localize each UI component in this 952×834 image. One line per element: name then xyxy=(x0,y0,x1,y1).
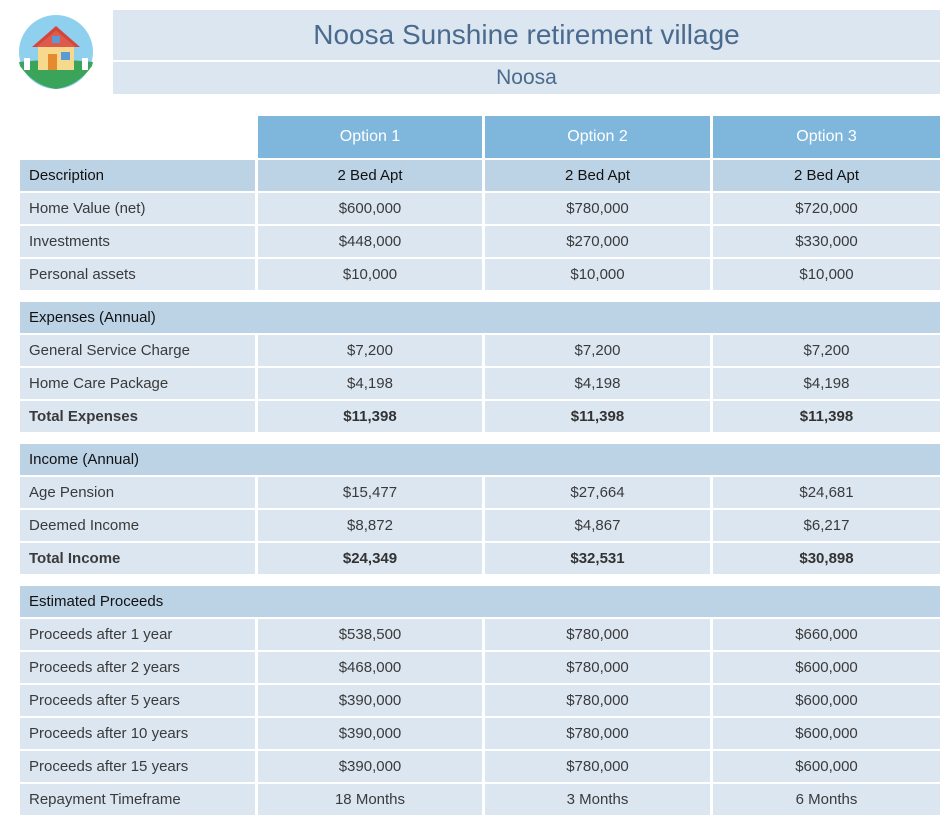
cell-option-3: $11,398 xyxy=(713,401,940,434)
cell-option-2: $11,398 xyxy=(485,401,713,434)
row-label: Proceeds after 5 years xyxy=(20,685,258,718)
table-row xyxy=(20,619,940,652)
cell-option-2: $27,664 xyxy=(485,477,713,510)
table-row xyxy=(20,226,940,259)
cell-option-1: $538,500 xyxy=(258,619,485,652)
table-row xyxy=(20,335,940,368)
house-logo-icon xyxy=(18,14,94,90)
cell-option-3: 2 Bed Apt xyxy=(713,160,940,193)
cell-option-3: $7,200 xyxy=(713,335,940,368)
cell-option-2: $780,000 xyxy=(485,619,713,652)
page-subtitle: Noosa xyxy=(113,62,940,94)
row-label: Proceeds after 2 years xyxy=(20,652,258,685)
section-title: Estimated Proceeds xyxy=(20,586,940,619)
row-label: Total Income xyxy=(20,543,258,576)
cell-option-2: $32,531 xyxy=(485,543,713,576)
option-3-header: Option 3 xyxy=(713,116,940,160)
cell-option-1: $15,477 xyxy=(258,477,485,510)
income-section-header xyxy=(20,444,940,477)
row-label: General Service Charge xyxy=(20,335,258,368)
cell-option-3: $6,217 xyxy=(713,510,940,543)
section-title: Income (Annual) xyxy=(20,444,940,477)
row-label: Total Expenses xyxy=(20,401,258,434)
row-label: Home Value (net) xyxy=(20,193,258,226)
total-expenses-row xyxy=(20,401,940,434)
header-blank-cell xyxy=(20,116,258,160)
cell-option-3: $10,000 xyxy=(713,259,940,292)
cell-option-1: $7,200 xyxy=(258,335,485,368)
cell-option-2: $780,000 xyxy=(485,718,713,751)
cell-option-3: $30,898 xyxy=(713,543,940,576)
cell-option-1: $390,000 xyxy=(258,751,485,784)
comparison-table xyxy=(20,116,940,817)
options-header-row xyxy=(20,116,940,160)
cell-option-3: 6 Months xyxy=(713,784,940,817)
cell-option-1: $24,349 xyxy=(258,543,485,576)
row-label: Personal assets xyxy=(20,259,258,292)
cell-option-3: $720,000 xyxy=(713,193,940,226)
cell-option-1: $448,000 xyxy=(258,226,485,259)
option-2-header: Option 2 xyxy=(485,116,713,160)
table-row xyxy=(20,751,940,784)
cell-option-3: $330,000 xyxy=(713,226,940,259)
cell-option-2: $780,000 xyxy=(485,751,713,784)
cell-option-1: $600,000 xyxy=(258,193,485,226)
cell-option-3: $600,000 xyxy=(713,751,940,784)
description-row xyxy=(20,160,940,193)
cell-option-1: $11,398 xyxy=(258,401,485,434)
section-title: Expenses (Annual) xyxy=(20,302,940,335)
table-row xyxy=(20,784,940,817)
cell-option-3: $24,681 xyxy=(713,477,940,510)
row-label: Age Pension xyxy=(20,477,258,510)
cell-option-2: $7,200 xyxy=(485,335,713,368)
cell-option-1: $468,000 xyxy=(258,652,485,685)
cell-option-1: $390,000 xyxy=(258,685,485,718)
cell-option-2: $780,000 xyxy=(485,652,713,685)
table-row xyxy=(20,718,940,751)
table-row xyxy=(20,685,940,718)
cell-option-2: 2 Bed Apt xyxy=(485,160,713,193)
cell-option-3: $600,000 xyxy=(713,652,940,685)
cell-option-1: $390,000 xyxy=(258,718,485,751)
cell-option-1: $10,000 xyxy=(258,259,485,292)
table-row xyxy=(20,477,940,510)
row-label: Proceeds after 1 year xyxy=(20,619,258,652)
table-row xyxy=(20,368,940,401)
table-row xyxy=(20,510,940,543)
cell-option-2: 3 Months xyxy=(485,784,713,817)
title-box xyxy=(113,10,940,94)
row-label: Investments xyxy=(20,226,258,259)
cell-option-2: $4,867 xyxy=(485,510,713,543)
row-label: Repayment Timeframe xyxy=(20,784,258,817)
option-1-header: Option 1 xyxy=(258,116,485,160)
cell-option-1: 18 Months xyxy=(258,784,485,817)
page-title: Noosa Sunshine retirement village xyxy=(113,10,940,62)
row-label: Home Care Package xyxy=(20,368,258,401)
cell-option-1: $4,198 xyxy=(258,368,485,401)
table-row xyxy=(20,193,940,226)
cell-option-2: $780,000 xyxy=(485,193,713,226)
cell-option-1: $8,872 xyxy=(258,510,485,543)
row-label: Proceeds after 15 years xyxy=(20,751,258,784)
total-income-row xyxy=(20,543,940,576)
cell-option-3: $4,198 xyxy=(713,368,940,401)
expenses-section-header xyxy=(20,302,940,335)
proceeds-section-header xyxy=(20,586,940,619)
row-label: Proceeds after 10 years xyxy=(20,718,258,751)
cell-option-3: $600,000 xyxy=(713,718,940,751)
cell-option-2: $10,000 xyxy=(485,259,713,292)
cell-option-2: $780,000 xyxy=(485,685,713,718)
cell-option-2: $4,198 xyxy=(485,368,713,401)
row-label: Description xyxy=(20,160,258,193)
cell-option-3: $600,000 xyxy=(713,685,940,718)
cell-option-3: $660,000 xyxy=(713,619,940,652)
row-label: Deemed Income xyxy=(20,510,258,543)
cell-option-2: $270,000 xyxy=(485,226,713,259)
cell-option-1: 2 Bed Apt xyxy=(258,160,485,193)
table-row xyxy=(20,259,940,292)
table-row xyxy=(20,652,940,685)
